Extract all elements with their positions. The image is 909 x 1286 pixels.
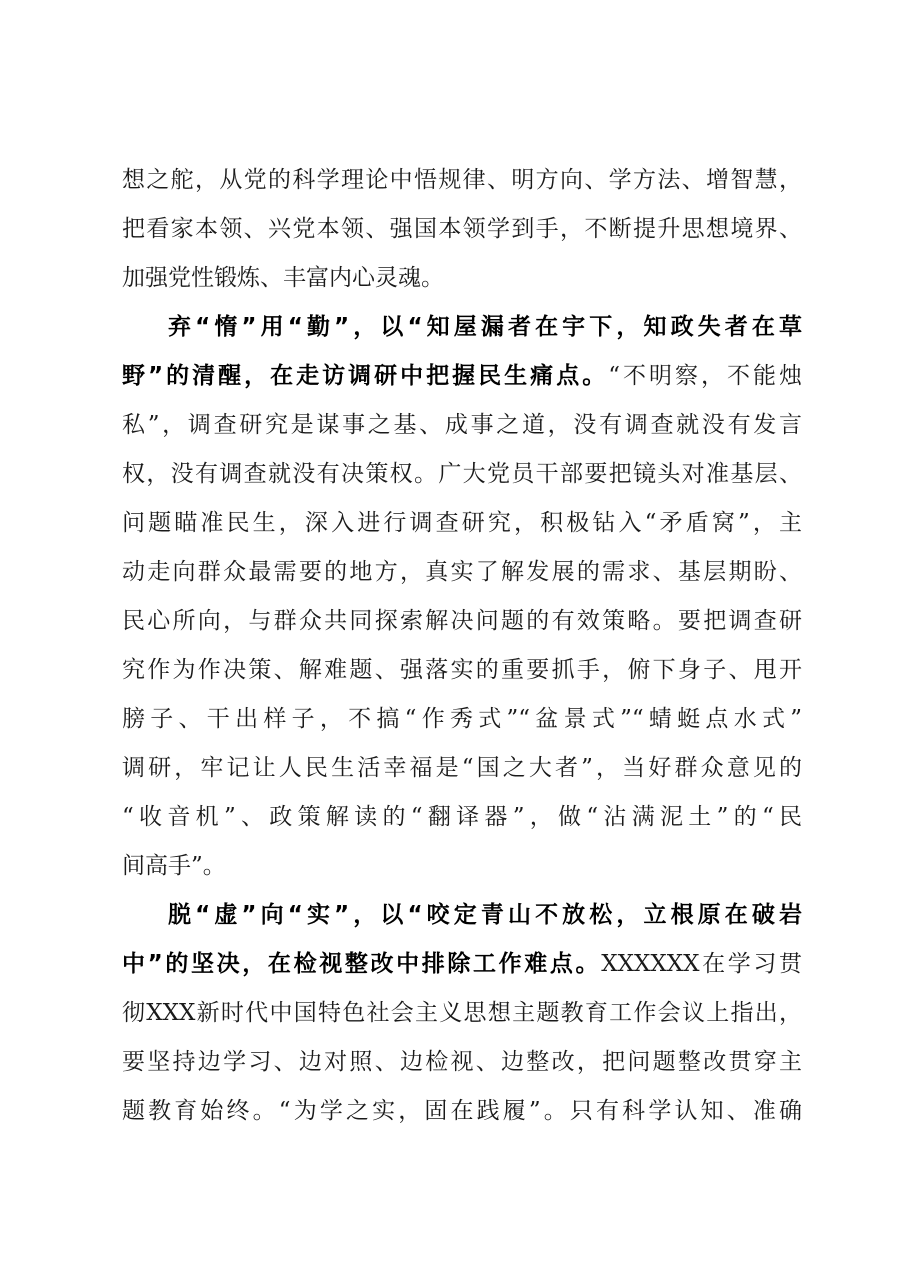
paragraph-2-heading-line-1: 弃“惰”用“勤”，以“知屋漏者在宇下，知政失者在草 [168, 314, 802, 340]
paragraph-3-heading-bold: 中”的坚决，在检视整改中排除工作难点。 [122, 951, 602, 977]
paragraph-3-heading-line-2 [122, 944, 802, 984]
paragraph-2-line-5: 民心所向，与群众共同探索解决问题的有效策略。要把调查研 [122, 608, 802, 634]
paragraph-1-line-2: 把看家本领、兴党本领、强国本领学到手，不断提升思想境界、 [122, 216, 802, 242]
paragraph-2-line-10: 间高手”。 [122, 853, 226, 879]
paragraph-3-heading-rest: XXXXXX在学习贯 [601, 951, 802, 977]
paragraph-3-line-3: 题教育始终。“为学之实，固在践履”。只有科学认知、准确 [122, 1098, 802, 1124]
paragraph-2-heading-bold: 野”的清醒，在走访调研中把握民生痛点。 [122, 363, 609, 389]
paragraph-2-line-9: “收音机”、政策解读的“翻译器”，做“沾满泥土”的“民 [122, 804, 802, 830]
paragraph-1-line-1: 想之舵，从党的科学理论中悟规律、明方向、学方法、增智慧， [122, 167, 802, 193]
paragraph-2-line-2: 权，没有调查就没有决策权。广大党员干部要把镜头对准基层、 [122, 461, 802, 487]
paragraph-3-line-2: 要坚持边学习、边对照、边检视、边整改，把问题整改贯穿主 [122, 1049, 802, 1075]
paragraph-2-line-8: 调研，牢记让人民生活幸福是“国之大者”，当好群众意见的 [122, 755, 802, 781]
paragraph-2-line-6: 究作为作决策、解难题、强落实的重要抓手，俯下身子、甩开 [122, 657, 802, 683]
paragraph-2-line-7: 膀子、干出样子，不搞“作秀式”“盆景式”“蜻蜓点水式” [122, 706, 802, 732]
paragraph-2-line-1: 私”，调查研究是谋事之基、成事之道，没有调查就没有发言 [122, 412, 802, 438]
paragraph-3-line-1: 彻XXX新时代中国特色社会主义思想主题教育工作会议上指出， [122, 1000, 802, 1026]
paragraph-3-heading-line-1: 脱“虚”向“实”，以“咬定青山不放松，立根原在破岩 [168, 902, 802, 928]
paragraph-2-heading-line-2 [122, 356, 802, 396]
paragraph-1-line-3: 加强党性锻炼、丰富内心灵魂。 [122, 265, 444, 291]
paragraph-2-line-3: 问题瞄准民生，深入进行调查研究，积极钻入“矛盾窝”，主 [122, 510, 802, 536]
paragraph-2-line-4: 动走向群众最需要的地方，真实了解发展的需求、基层期盼、 [122, 559, 802, 585]
paragraph-2-heading-rest: “不明察，不能烛 [608, 363, 802, 389]
